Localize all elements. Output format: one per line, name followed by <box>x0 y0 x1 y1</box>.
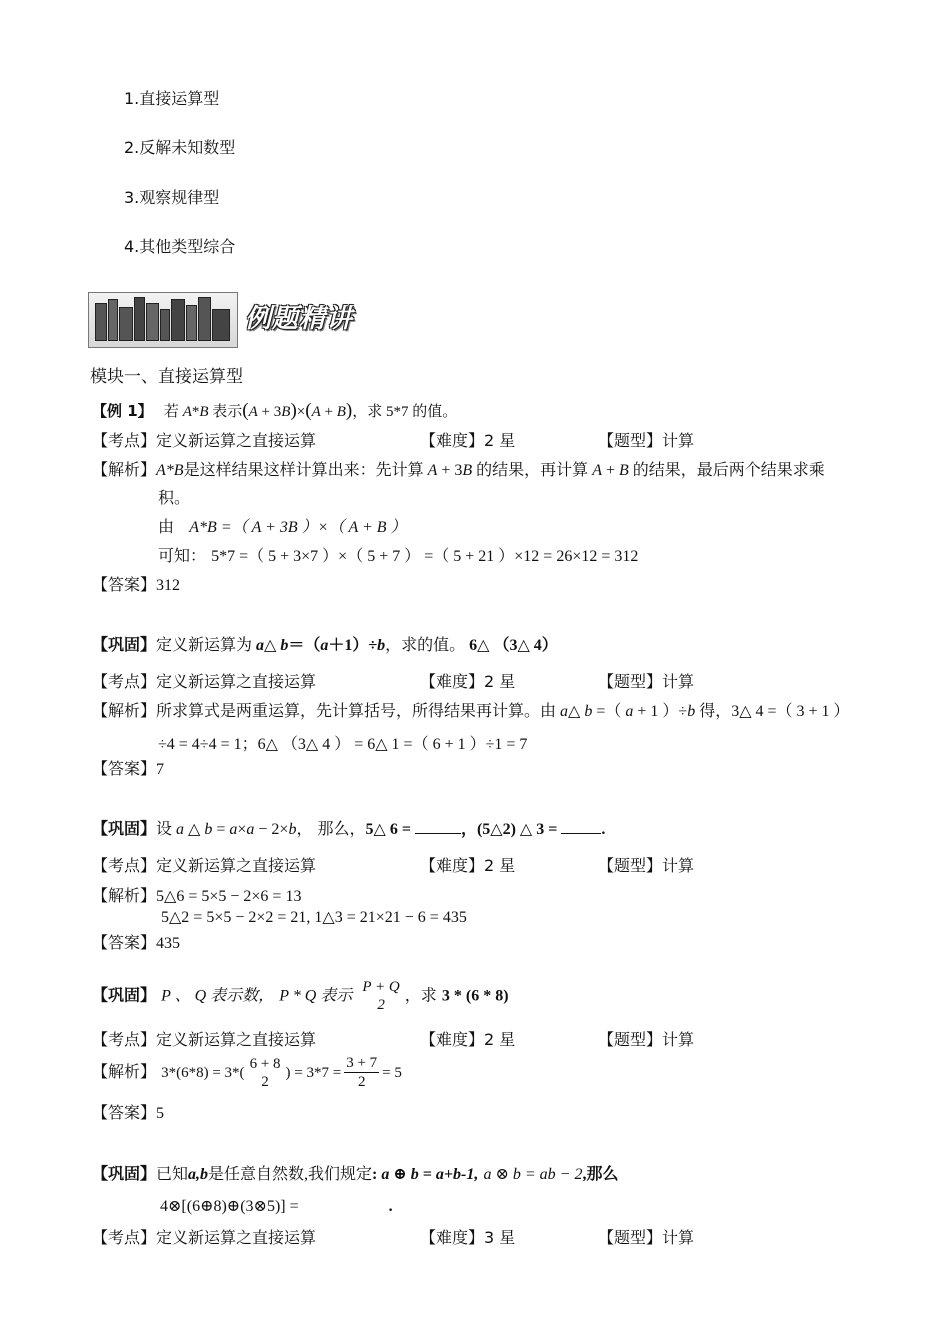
gg3-question: 【巩固】 P 、 Q 表示数， P * Q 表示 P + Q 2 ，求 3 * (6 * 8) <box>92 979 509 1013</box>
books-icon <box>88 292 238 348</box>
gg3-answer: 【答案】5 <box>92 1103 165 1122</box>
example-1-label: 【例 1】 <box>92 402 153 420</box>
gg2-analysis-line-1: 【解析】5△6 = 5×5 − 2×6 = 13 <box>92 886 302 905</box>
toc-item-1: 1.直接运算型 <box>124 89 220 108</box>
ex1-kaodian: 【考点】定义新运算之直接运算 <box>92 431 317 450</box>
toc-item-4: 4.其他类型综合 <box>124 237 236 256</box>
gg4-expression: 4⊗[(6⊕8)⊕(3⊗5)] = . <box>160 1198 393 1215</box>
banner-title: 例题精讲 <box>245 304 354 334</box>
gg4-tixing: 【题型】计算 <box>598 1228 695 1247</box>
gg2-question: 【巩固】设 a △ b = a×a − 2×b， 那么，5△ 6 = ，(5△2) △ 3 = . <box>92 819 606 838</box>
ex1-analysis-line-2: 积。 <box>158 488 191 507</box>
gg3-kaodian: 【考点】定义新运算之直接运算 <box>92 1030 317 1049</box>
gg1-answer: 【答案】7 <box>92 759 165 778</box>
gg1-question: 【巩固】定义新运算为 a△ b＝（a＋1）÷b，求的值。 6△ （3△ 4） <box>92 635 558 654</box>
ex1-answer: 【答案】312 <box>92 575 181 594</box>
gg1-kaodian: 【考点】定义新运算之直接运算 <box>92 672 317 691</box>
toc-item-3: 3.观察规律型 <box>124 188 220 207</box>
gg1-tixing: 【题型】计算 <box>598 672 695 691</box>
gg1-analysis-line-1: 【解析】所求算式是两重运算，先计算括号，所得结果再计算。由 a△ b =（ a + 1 ）÷b 得，3△ 4 =（ 3 + 1 ） <box>92 701 850 720</box>
gg2-kaodian: 【考点】定义新运算之直接运算 <box>92 856 317 875</box>
example-1-question: 【例 1】 若 A*B 表示(A + 3B)×(A + B)，求 5*7 的值。 <box>92 400 458 421</box>
ex1-def-line: 由 A*B =（ A + 3B ）×（ A + B ） <box>158 517 407 536</box>
gg2-nandu: 【难度】2 星 <box>420 856 516 875</box>
gg1-analysis-line-2: ÷4 = 4÷4 = 1；6△ （3△ 4 ） = 6△ 1 =（ 6 + 1 ）÷1 = 7 <box>158 736 528 753</box>
gg3-nandu: 【难度】2 星 <box>420 1030 516 1049</box>
toc-item-2: 2.反解未知数型 <box>124 138 236 157</box>
gg2-answer: 【答案】435 <box>92 933 181 952</box>
gg1-nandu: 【难度】2 星 <box>420 672 516 691</box>
gg2-analysis-line-2: 5△2 = 5×5 − 2×2 = 21, 1△3 = 21×21 − 6 = 435 <box>161 909 467 926</box>
ex1-tixing: 【题型】计算 <box>598 431 695 450</box>
ex1-calc-line: 可知： 5*7 =（ 5 + 3×7 ）×（ 5 + 7 ） =（ 5 + 21 ）×12 = 26×12 = 312 <box>158 546 639 565</box>
gg3-analysis: 【解析】 3*(6*8) = 3*( 6 + 8 2 ) = 3*7 = $\frac{3 + 7}{2}$ = 5 <box>92 1055 402 1090</box>
ex1-nandu: 【难度】2 星 <box>420 431 516 450</box>
gg4-kaodian: 【考点】定义新运算之直接运算 <box>92 1228 317 1247</box>
gg4-question: 【巩固】已知a,b是任意自然数,我们规定: a ⊕ b = a+b-1, a ⊗ b = ab − 2,那么 <box>92 1164 619 1183</box>
gg2-tixing: 【题型】计算 <box>598 856 695 875</box>
ex1-analysis-line-1: 【解析】A*B是这样结果这样计算出来：先计算 A + 3B 的结果，再计算 A + B 的结果，最后两个结果求乘 <box>92 460 825 479</box>
gg4-nandu: 【难度】3 星 <box>420 1228 516 1247</box>
gg3-tixing: 【题型】计算 <box>598 1030 695 1049</box>
module-title: 模块一、直接运算型 <box>90 367 243 387</box>
